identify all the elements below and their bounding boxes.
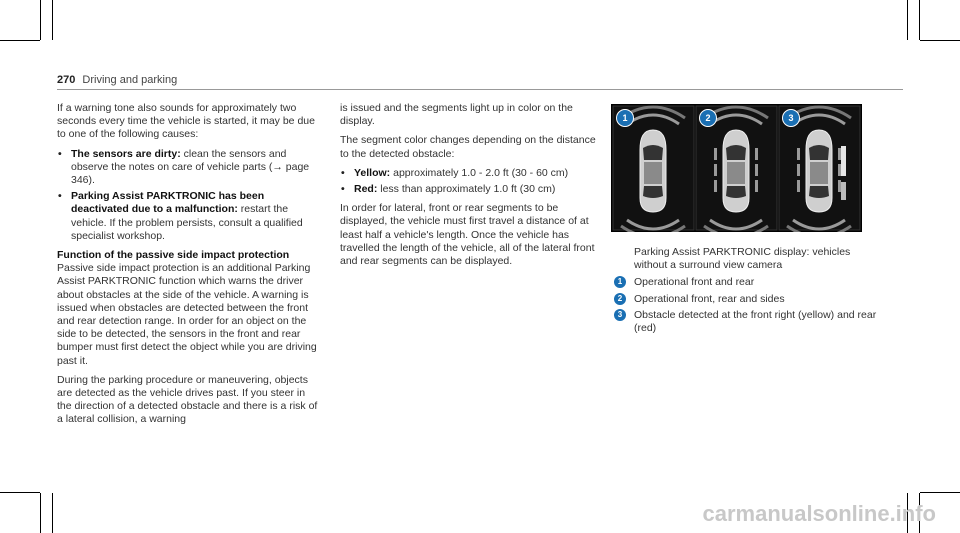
section-title: Driving and parking: [82, 74, 178, 86]
legend-item: [614, 276, 884, 289]
body-paragraph: During the parking procedure or maneuvering, objects are detected as the vehicle drives past. If you steer in the direction of a detected obstacle and there is a risk of a lateral collision, a warning: [57, 373, 318, 426]
list-item-term: The sensors are dirty:: [71, 147, 181, 160]
list-item: [57, 148, 322, 188]
figure-badge-3: 3: [782, 109, 800, 127]
list-item: [340, 183, 605, 196]
crop-mark: [919, 0, 920, 40]
parktronic-figure: [611, 104, 862, 232]
crop-mark: [0, 492, 40, 493]
list-item: [57, 190, 322, 243]
legend-text: Operational front, rear and sides: [634, 292, 785, 305]
header-divider: [57, 89, 903, 90]
body-paragraph: Passive side impact protection is an additional Parking Assist PARKTRONIC function which warns the driver about obstacles at the side of the vehicle. A warning is issued when obstacles are detected between the front and rear detection range. In order for an object on the side to be detected, the sensors in the front and rear bumper must first detect the object while you are driving past it.: [57, 262, 317, 367]
body-paragraph: In order for lateral, front or rear segments to be displayed, the vehicle must first travel a distance of at least half a vehicle's length. Once the vehicle has travelled the length of the vehicle, all of the lateral front and rear segments can be displayed.: [340, 202, 595, 268]
legend-badge: 1: [614, 276, 626, 288]
watermark: carmanualsonline.info: [702, 501, 936, 526]
column-middle: [340, 102, 605, 274]
page-number: 270: [57, 74, 76, 86]
causes-list: [57, 148, 322, 243]
list-item-text: restart the vehicle. If the problem persists, consult a qualified specialist workshop.: [71, 203, 303, 242]
legend-text: Operational front and rear: [634, 276, 755, 289]
list-item-term: Red:: [354, 183, 378, 196]
list-item-text: less than approximately 1.0 ft (30 cm): [377, 183, 556, 196]
legend-badge: 3: [614, 309, 626, 321]
crop-mark: [40, 0, 41, 40]
column-left: [57, 102, 322, 433]
legend-text: Obstacle detected at the front right (yellow) and rear (red): [634, 308, 877, 335]
crop-mark: [920, 40, 960, 41]
figure-badge-1: 1: [616, 109, 634, 127]
intro-paragraph: If a warning tone also sounds for approximately two seconds every time the vehicle is started, it may be due to one of the following causes:: [57, 102, 315, 141]
legend-badge: 2: [614, 293, 626, 305]
list-item-term: Yellow:: [354, 166, 391, 179]
crop-mark: [52, 493, 53, 533]
figure-badge-2: 2: [699, 109, 717, 127]
crop-mark: [52, 0, 53, 40]
crop-mark: [920, 492, 960, 493]
body-paragraph: is issued and the segments light up in color on the display.: [340, 102, 573, 128]
figure-caption: Parking Assist PARKTRONIC display: vehicles without a surround view camera: [634, 246, 851, 272]
page-header: [57, 74, 177, 86]
legend-item: [614, 309, 884, 335]
figure-caption-block: [614, 246, 884, 338]
legend-item: [614, 293, 884, 306]
parktronic-display-illustration: [611, 104, 862, 232]
crop-mark: [907, 0, 908, 40]
color-list: [340, 167, 605, 196]
list-item-text: clean the sensors and observe the notes on care of vehicle parts (→ page 346).: [71, 147, 310, 187]
crop-mark: [0, 40, 40, 41]
list-item-term: Parking Assist PARKTRONIC has been deactivated due to a malfunction:: [71, 190, 265, 216]
section-heading: Function of the passive side impact protection: [57, 249, 290, 262]
list-item: [340, 167, 605, 180]
body-paragraph: The segment color changes depending on the distance to the detected obstacle:: [340, 134, 596, 160]
crop-mark: [40, 493, 41, 533]
list-item-text: approximately 1.0 - 2.0 ft (30 - 60 cm): [390, 166, 569, 179]
